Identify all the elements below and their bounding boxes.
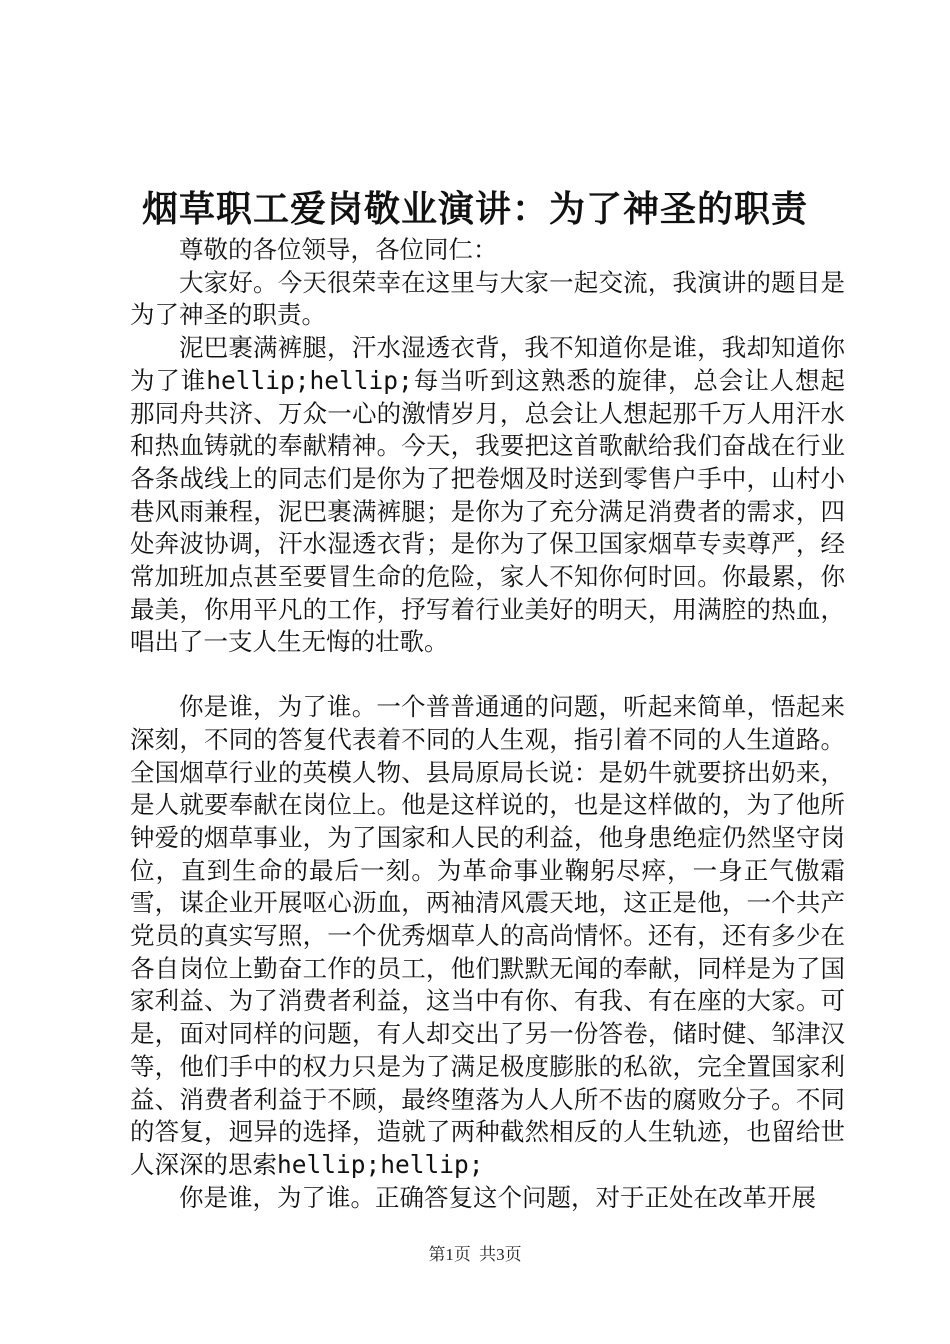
document-body (130, 234, 845, 1214)
salutation-paragraph: 尊敬的各位领导，各位同仁： (179, 235, 498, 264)
body-paragraph: 大家好。今天很荣幸在这里与大家一起交流，我演讲的题目是为了神圣的职责。 (130, 267, 845, 330)
body-paragraph: 你是谁，为了谁。一个普普通通的问题，听起来简单，悟起来深刻，不同的答复代表着不同的人生观，指引着不同的人生道路。全国烟草行业的英模人物、县局原局长说：是奶牛就要挤出奶来，是人就要奉献在岗位上。他是这样说的，也是这样做的，为了他所钟爱的烟草事业，为了国家和人民的利益，他身患绝症仍然坚守岗位，直到生命的最后一刻。为革命事业鞠躬尽瘁，一身正气傲霜雪，谋企业开展呕心沥血，两袖清风震天地，这正是他，一个共产党员的真实写照，一个优秀烟草人的高尚情怀。还有，还有多少在各自岗位上勤奋工作的员工，他们默默无闻的奉献，同样是为了国家利益、为了消费者利益，这当中有你、有我、有在座的大家。可是，面对同样的问题，有人却交出了另一份答卷，储时健、邹津汉等，他们手中的权力只是为了满足极度膨胀的私欲，完全置国家利益、消费者利益于不顾，最终堕落为人人所不齿的腐败分子。不同的答复，迥异的选择，造就了两种截然相反的人生轨迹，也留给世人深深的思索hellip;hellip; (130, 692, 845, 1179)
document-title: 烟草职工爱岗敬业演讲：为了神圣的职责 (141, 188, 808, 230)
body-paragraph: 你是谁，为了谁。正确答复这个问题，对于正处在改革开展 (179, 1182, 816, 1212)
body-paragraph: 泥巴裹满裤腿，汗水湿透衣背，我不知道你是谁，我却知道你为了谁hellip;hellip;每当听到这熟悉的旋律，总会让人想起那同舟共济、万众一心的激情岁月，总会让人想起那千万人用汗水和热血铸就的奉献精神。今天，我要把这首歌献给我们奋战在行业各条战线上的同志们是你为了把卷烟及时送到零售户手中，山村小巷风雨兼程，泥巴裹满裤腿；是你为了充分满足消费者的需求，四处奔波协调，汗水湿透衣背；是你为了保卫国家烟草专卖尊严，经常加班加点甚至要冒生命的危险，家人不知你何时回。你最累，你最美，你用平凡的工作，抒写着行业美好的明天，用满腔的热血，唱出了一支人生无悔的壮歌。 (130, 333, 845, 657)
page-number: 第1页 (428, 1245, 471, 1264)
page-footer (0, 1244, 950, 1266)
page-total: 共3页 (479, 1245, 522, 1264)
